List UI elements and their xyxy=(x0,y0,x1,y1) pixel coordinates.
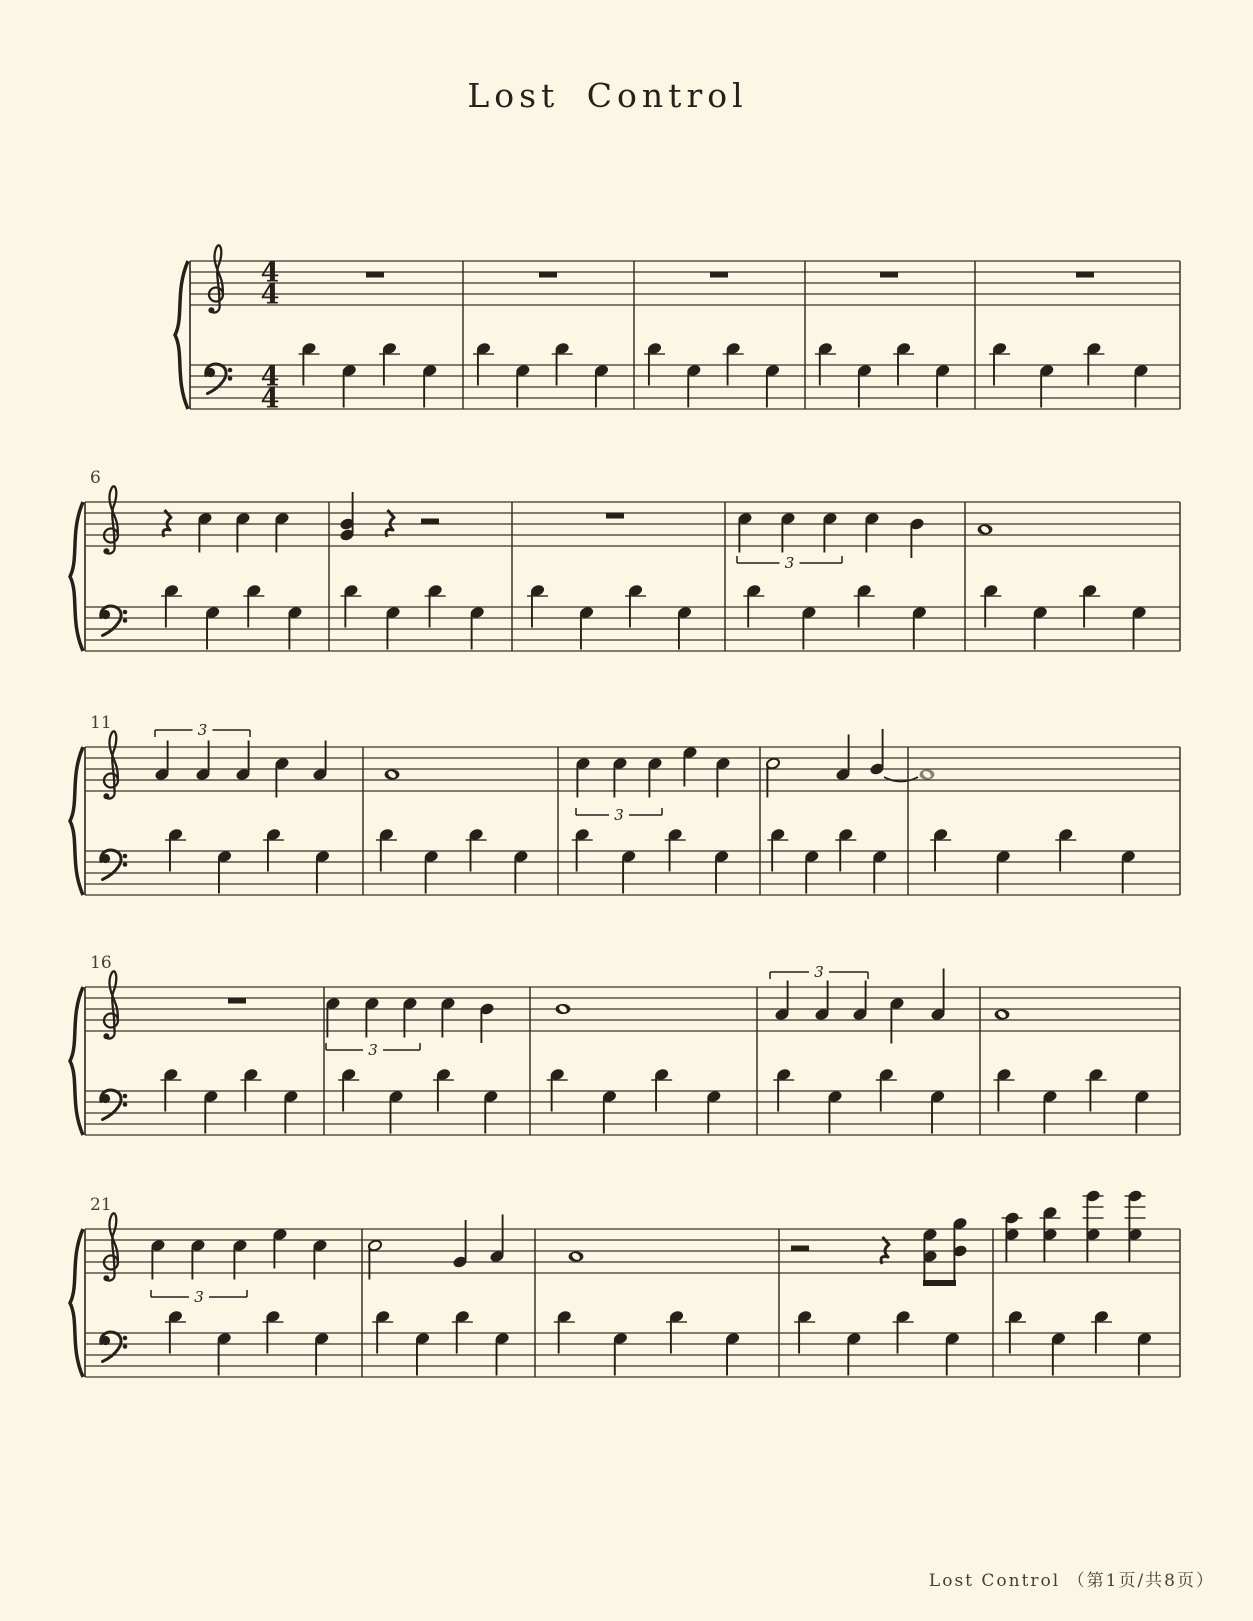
page-footer: Lost Control （第1页/共8页） xyxy=(928,1571,1215,1591)
rest-whole xyxy=(880,272,898,278)
rest-whole xyxy=(1076,272,1094,278)
bass-clef-dot xyxy=(123,862,128,867)
time-signature-denominator: 4 xyxy=(260,383,280,415)
bass-clef-dot xyxy=(123,1336,128,1341)
tuplet-number: 3 xyxy=(614,806,624,824)
bass-clef-dot xyxy=(123,1094,128,1099)
bass-clef-dot xyxy=(228,376,233,381)
treble-clef-icon xyxy=(103,1213,118,1281)
bass-clef-curve xyxy=(101,1332,121,1361)
treble-clef-dot xyxy=(103,1033,109,1039)
bass-clef-curve xyxy=(206,364,226,393)
tuplet-number: 3 xyxy=(784,554,795,572)
rest-half xyxy=(791,1246,809,1252)
tuplet-number: 3 xyxy=(368,1041,378,1059)
bass-clef-dot xyxy=(123,854,128,859)
time-signature-numerator: 4 xyxy=(260,361,280,393)
bass-clef-icon xyxy=(101,606,127,635)
treble-clef-icon xyxy=(103,971,118,1039)
measure-number: 16 xyxy=(90,953,112,973)
rest-whole xyxy=(366,272,384,278)
rest-whole xyxy=(710,272,728,278)
system-brace xyxy=(70,1229,83,1377)
rest-whole xyxy=(539,272,557,278)
system-brace xyxy=(70,502,83,651)
bass-clef-dot xyxy=(228,368,233,373)
time-signature-numerator: 4 xyxy=(260,257,280,289)
bass-clef-dot xyxy=(123,610,128,615)
tuplet-number: 3 xyxy=(814,963,824,981)
bass-clef-curve xyxy=(101,606,121,635)
bass-clef-dot xyxy=(123,1344,128,1349)
bass-clef-icon xyxy=(101,850,127,879)
rest-whole xyxy=(606,513,624,519)
bass-clef-icon xyxy=(101,1332,127,1361)
treble-clef-dot xyxy=(103,1275,109,1281)
tuplet-number: 3 xyxy=(194,1288,204,1306)
bass-clef-dot xyxy=(123,618,128,623)
treble-clef-icon xyxy=(208,245,223,313)
measure-number: 6 xyxy=(90,468,101,488)
treble-clef-dot xyxy=(103,548,109,554)
rest-whole xyxy=(228,998,246,1004)
treble-clef-icon xyxy=(103,731,118,799)
bass-clef-curve xyxy=(101,1090,121,1119)
page-title: Lost Control xyxy=(467,76,748,115)
tuplet-number: 3 xyxy=(197,721,208,739)
treble-clef-dot xyxy=(208,307,214,313)
bass-clef-icon xyxy=(101,1090,127,1119)
treble-clef-dot xyxy=(103,793,109,799)
bass-clef-dot xyxy=(123,1102,128,1107)
bass-clef-icon xyxy=(206,364,232,393)
time-signature-denominator: 4 xyxy=(260,279,280,311)
beam xyxy=(923,1280,956,1286)
bass-clef-curve xyxy=(101,850,121,879)
tie xyxy=(884,777,918,782)
system-brace xyxy=(70,987,83,1135)
system-brace xyxy=(70,747,83,895)
measure-number: 11 xyxy=(90,713,112,733)
measure-number: 21 xyxy=(90,1195,112,1215)
system-brace xyxy=(175,261,188,409)
rest-half xyxy=(421,519,439,525)
treble-clef-icon xyxy=(103,486,118,554)
